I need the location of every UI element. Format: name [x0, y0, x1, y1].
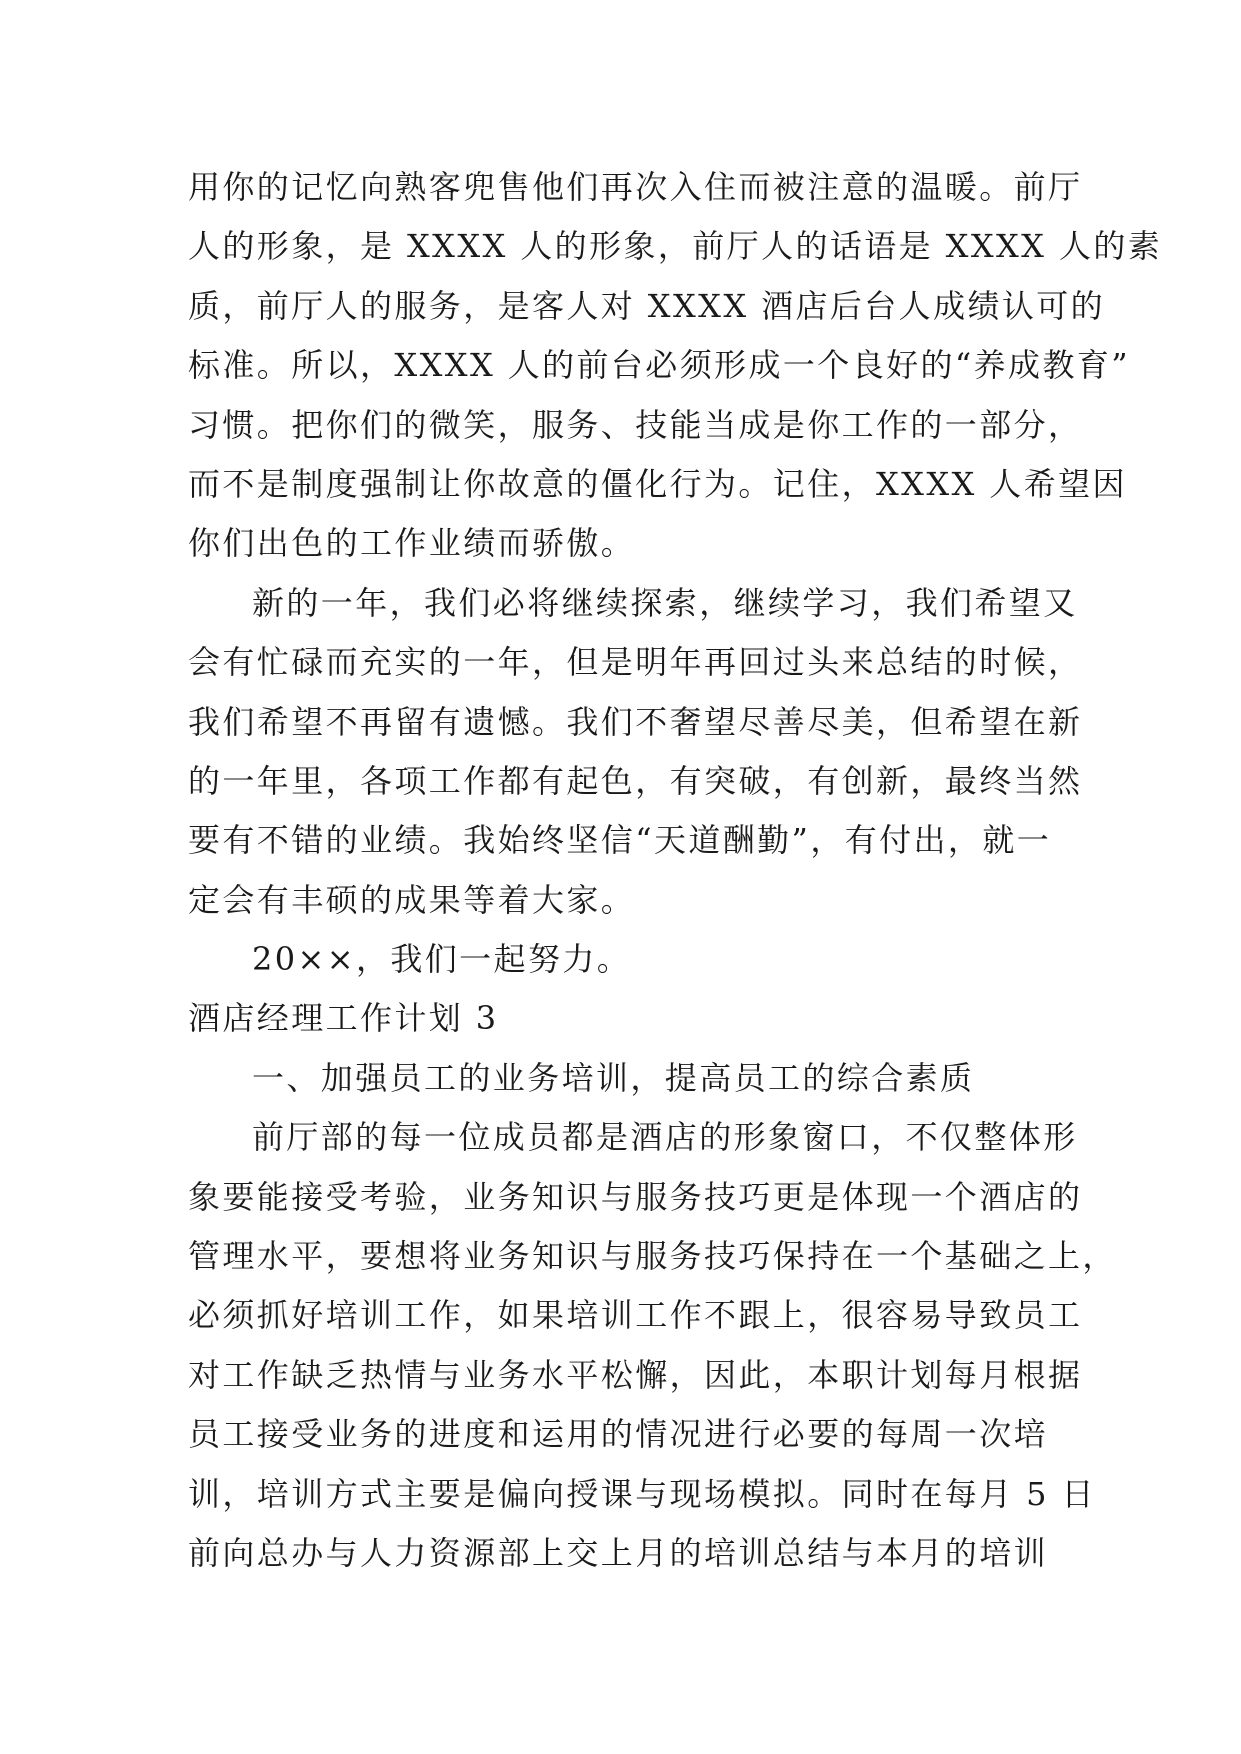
body-text-line: 必须抓好培训工作，如果培训工作不跟上，很容易导致员工 [188, 1296, 1083, 1335]
body-text-line: 你们出色的工作业绩而骄傲。 [188, 524, 636, 563]
body-text-line: 质，前厅人的服务，是客人对 XXXX 酒店后台人成绩认可的 [188, 286, 1106, 325]
document-body [188, 158, 1163, 1583]
body-text-line: 前向总办与人力资源部上交上月的培训总结与本月的培训 [188, 1533, 1049, 1572]
body-text-line: 训，培训方式主要是偏向授课与现场模拟。同时在每月 5 日 [188, 1474, 1096, 1513]
body-text-line: 前厅部的每一位成员都是酒店的形象窗口，不仅整体形 [252, 1118, 1078, 1157]
body-text-line: 用你的记忆向熟客兜售他们再次入住而被注意的温暖。前厅 [188, 168, 1083, 206]
body-text-line: 的一年里，各项工作都有起色，有突破，有创新，最终当然 [188, 761, 1083, 800]
body-text-line: 标准。所以，XXXX 人的前台必须形成一个良好的“养成教育” [188, 346, 1131, 385]
section-heading: 酒店经理工作计划 3 [188, 999, 499, 1038]
body-text-line: 人的形象，是 XXXX 人的形象，前厅人的话语是 XXXX 人的素 [188, 227, 1163, 266]
body-text-line: 20××，我们一起努力。 [252, 940, 632, 979]
body-text-line: 而不是制度强制让你故意的僵化行为。记住，XXXX 人希望因 [188, 464, 1127, 503]
body-text-line: 新的一年，我们必将继续探索，继续学习，我们希望又 [252, 583, 1078, 622]
body-text-line: 要有不错的业绩。我始终坚信“天道酬勤”，有付出，就一 [188, 821, 1052, 860]
body-text-line: 定会有丰硕的成果等着大家。 [188, 880, 636, 919]
body-text-line: 会有忙碌而充实的一年，但是明年再回过头来总结的时候， [188, 643, 1083, 682]
body-text-line: 我们希望不再留有遗憾。我们不奢望尽善尽美，但希望在新 [188, 702, 1083, 741]
body-text-line: 管理水平，要想将业务知识与服务技巧保持在一个基础之上， [188, 1237, 1117, 1276]
body-text-line: 习惯。把你们的微笑，服务、技能当成是你工作的一部分， [188, 405, 1083, 444]
body-text-line: 象要能接受考验，业务知识与服务技巧更是体现一个酒店的 [188, 1177, 1083, 1216]
body-text-line: 对工作缺乏热情与业务水平松懈，因此，本职计划每月根据 [188, 1355, 1083, 1394]
subsection-heading: 一、加强员工的业务培训，提高员工的综合素质 [252, 1058, 975, 1097]
body-text-line: 员工接受业务的进度和运用的情况进行必要的每周一次培 [188, 1415, 1049, 1454]
